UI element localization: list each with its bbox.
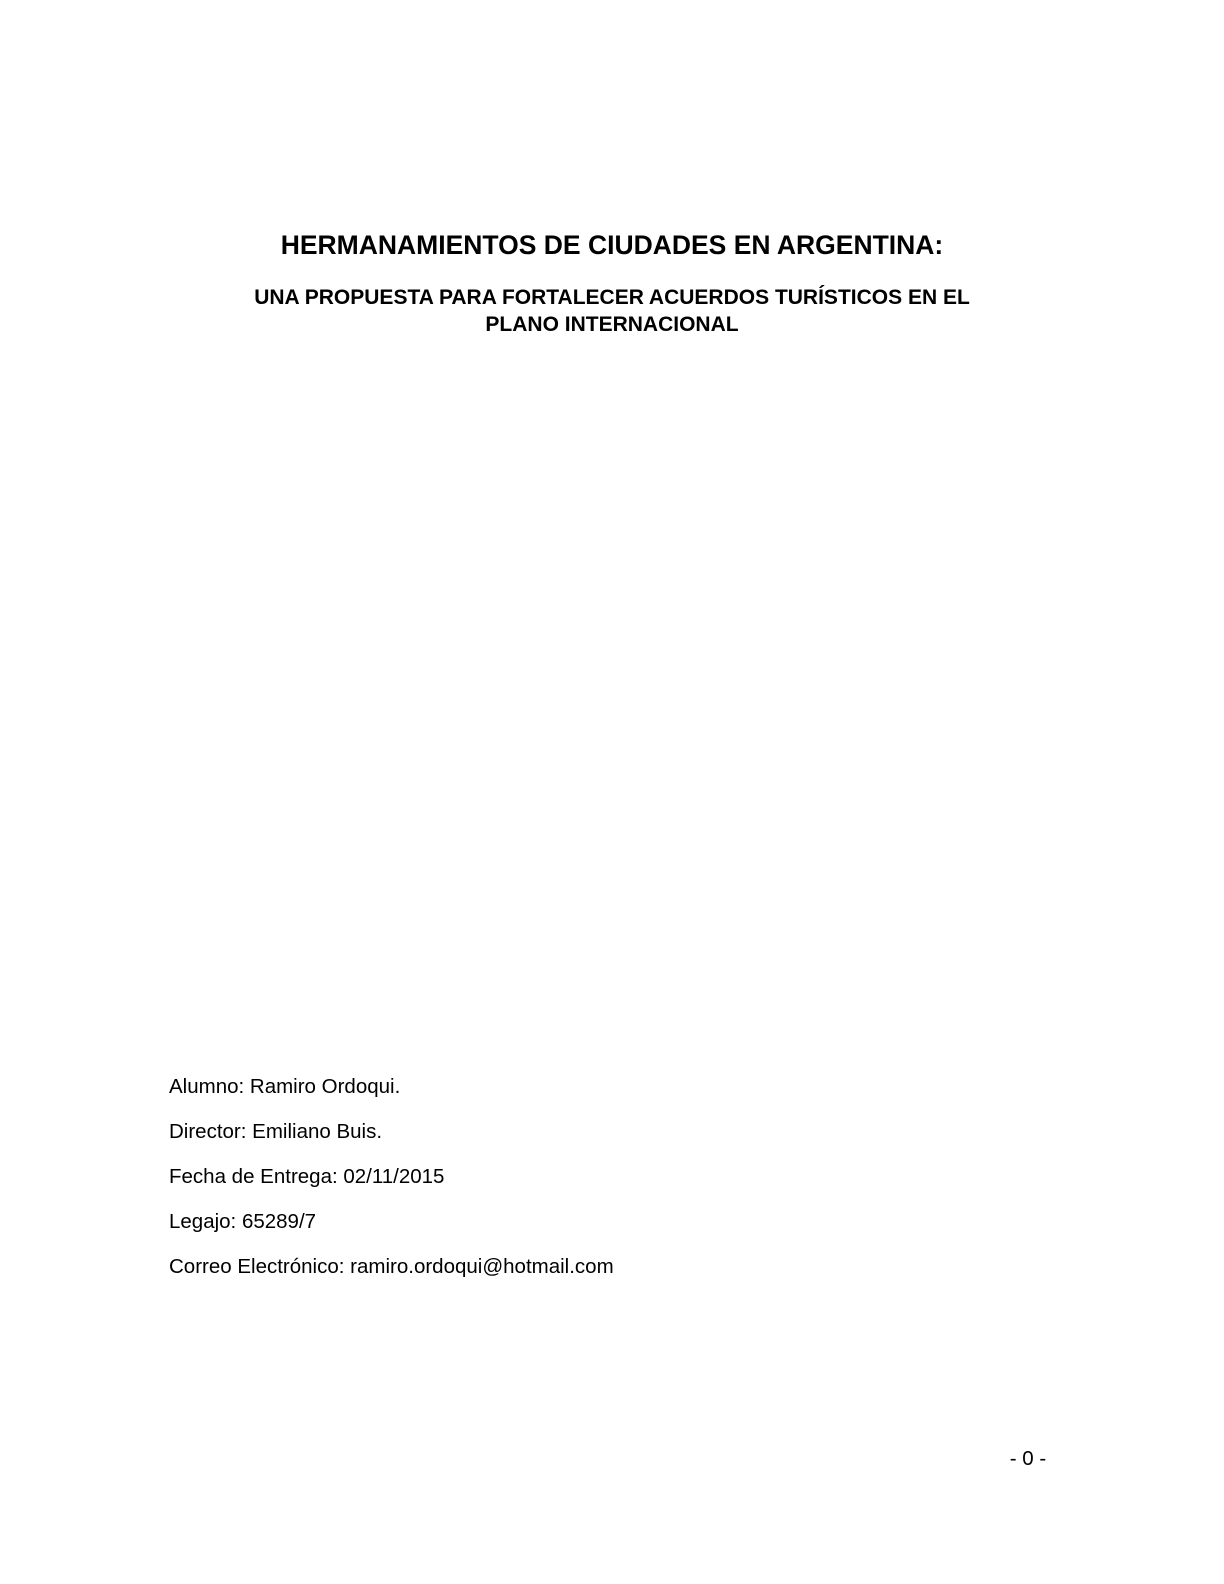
student-line: Alumno: Ramiro Ordoqui. — [169, 1075, 401, 1098]
author-info-block — [169, 1073, 614, 1298]
document-subtitle — [170, 284, 1054, 338]
email-line: Correo Electrónico: ramiro.ordoqui@hotmail.com — [169, 1255, 614, 1278]
file-number-line: Legajo: 65289/7 — [169, 1210, 317, 1233]
page-number: - 0 - — [1009, 1447, 1047, 1470]
subtitle-line: UNA PROPUESTA PARA FORTALECER ACUERDOS TURÍSTICOS EN EL — [254, 286, 970, 309]
delivery-date-line: Fecha de Entrega: 02/11/2015 — [169, 1165, 445, 1188]
director-line: Director: Emiliano Buis. — [169, 1120, 383, 1143]
document-title: HERMANAMIENTOS DE CIUDADES EN ARGENTINA: — [280, 230, 944, 260]
subtitle-line: PLANO INTERNACIONAL — [485, 313, 739, 336]
